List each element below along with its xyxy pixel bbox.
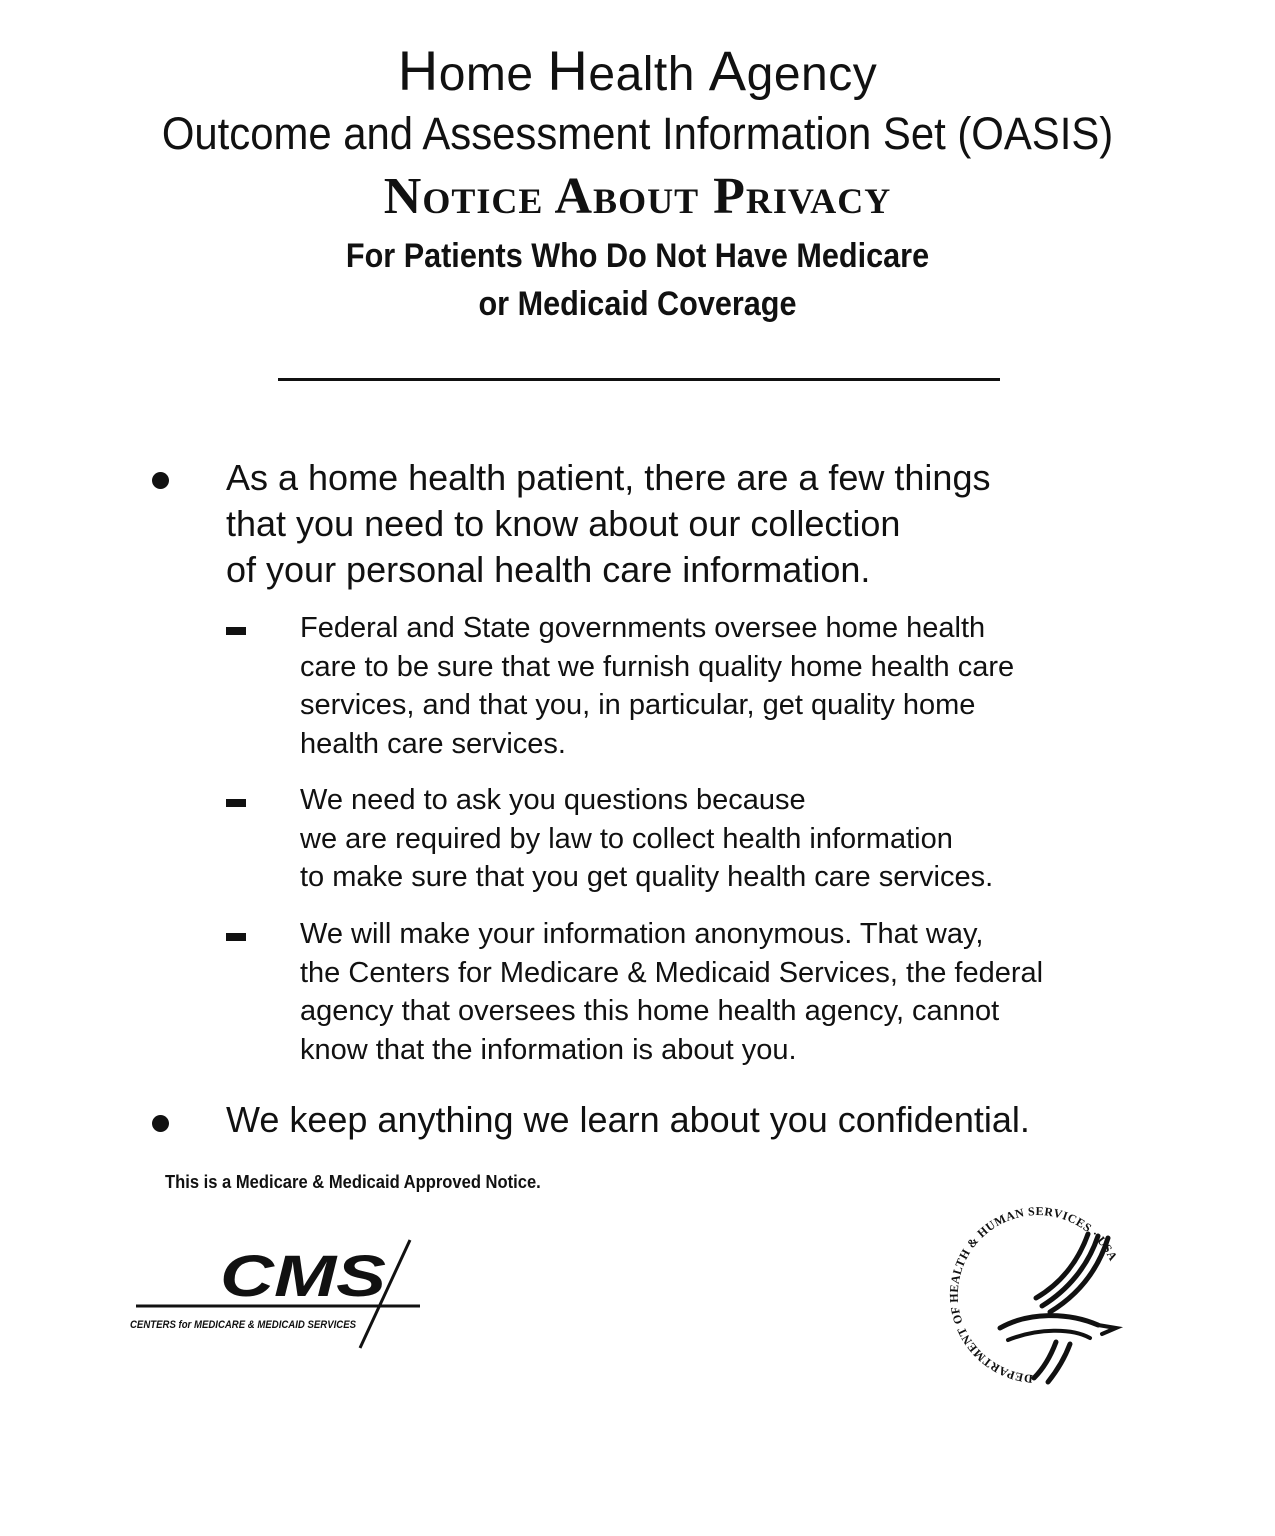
eagle-profile-icon [1000,1234,1116,1382]
audience-line-2: or Medicaid Coverage [478,285,797,323]
cms-logo [128,1236,428,1356]
cms-subtitle: CENTERS for MEDICARE & MEDICAID SERVICES [130,1319,357,1331]
hhs-seal-logo [938,1200,1128,1390]
agency-title: Home Health Agency [397,39,878,102]
bullet-dot-icon [152,472,169,489]
sub-bullet-text: We need to ask you questions because we are required by law to collect health information to make sure that you get quality health care services. [300,784,994,893]
dash-bullet-icon [226,799,246,807]
approved-notice: This is a Medicare & Medicaid Approved Notice. [165,1172,541,1192]
sub-bullet-text: Federal and State governments oversee home health care to be sure that we furnish quality home health care services, and that you, in particular, get quality home health care services. [300,612,1015,760]
header-divider [278,378,1000,381]
dash-bullet-icon [226,933,246,941]
audience-line-1: For Patients Who Do Not Have Medicare [345,237,930,275]
oasis-title: Outcome and Assessment Information Set (OASIS) [161,108,1114,159]
hhs-seal-text: DEPARTMENT OF HEALTH & HUMAN SERVICES · USA [946,1204,1121,1387]
bullet-text: As a home health patient, there are a few things that you need to know about our collection of your personal health care information. [226,457,991,590]
bullet-dot-icon [152,1115,169,1132]
cms-wordmark: CMS [220,1244,387,1309]
sub-bullet-text: We will make your information anonymous. That way, the Centers for Medicare & Medicaid Services, the federal agency that oversees this home health agency, cannot know that the information is about you. [300,918,1044,1066]
notice-title: Notice About Privacy [383,168,892,225]
bullet-text: We keep anything we learn about you confidential. [226,1099,1030,1140]
dash-bullet-icon [226,627,246,635]
document-header [0,40,1275,328]
